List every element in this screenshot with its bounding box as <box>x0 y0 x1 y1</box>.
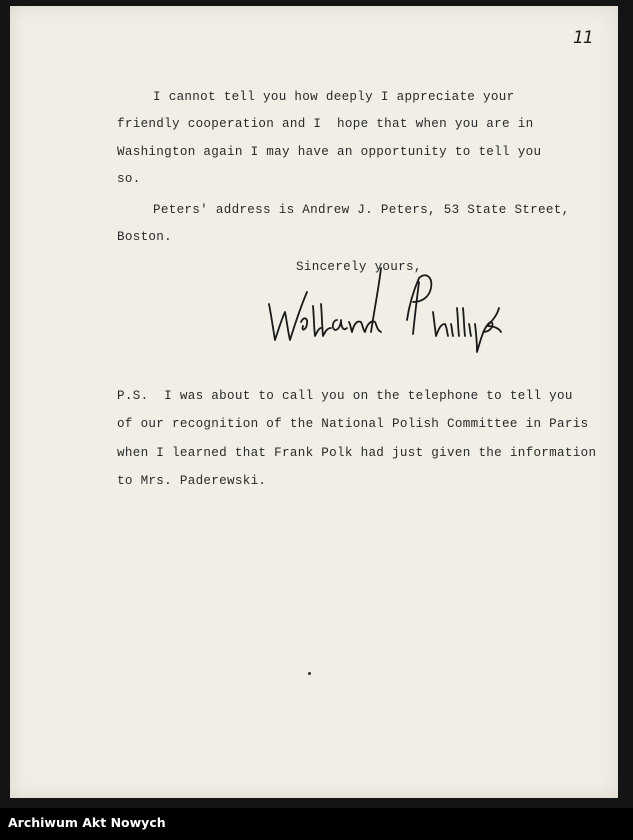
paragraph-1-line-1: I cannot tell you how deeply I appreciate your <box>153 90 515 104</box>
postscript-line-4: to Mrs. Paderewski. <box>117 474 267 488</box>
postscript-line-1: P.S. I was about to call you on the telephone to tell you <box>117 389 573 403</box>
paragraph-1-line-2: friendly cooperation and I hope that when you are in <box>117 117 534 131</box>
paragraph-1-line-3: Washington again I may have an opportunity to tell you <box>117 145 542 159</box>
paper-speck <box>308 672 311 675</box>
paragraph-2-line-1: Peters' address is Andrew J. Peters, 53 State Street, <box>153 203 570 217</box>
closing: Sincerely yours, <box>296 260 422 274</box>
archive-footer <box>0 808 633 840</box>
postscript-line-3: when I learned that Frank Polk had just given the information <box>117 446 597 460</box>
signature-icon <box>255 262 525 357</box>
handwritten-signature <box>255 262 525 357</box>
postscript-line-2: of our recognition of the National Polish Committee in Paris <box>117 417 589 431</box>
paragraph-2-line-2: Boston. <box>117 230 173 244</box>
archive-name: Archiwum Akt Nowych <box>8 815 166 830</box>
page-number: 11 <box>573 28 593 48</box>
paragraph-1-line-4: so. <box>117 172 141 186</box>
